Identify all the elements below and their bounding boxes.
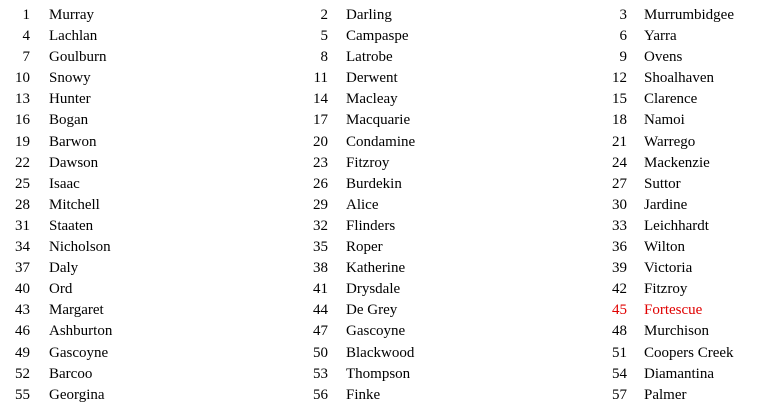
item-number: 37 [15, 260, 30, 277]
item-name: Condamine [346, 133, 416, 150]
item-number: 47 [313, 323, 328, 340]
item-name: Macquarie [346, 112, 411, 129]
item-number: 22 [15, 154, 30, 171]
item-number: 20 [313, 133, 328, 150]
item-number: 26 [313, 175, 328, 192]
river-index-table [0, 5, 758, 406]
item-number: 4 [22, 28, 30, 45]
item-name: Goulburn [49, 49, 107, 66]
item-number: 23 [313, 154, 328, 171]
item-number: 3 [619, 7, 627, 23]
item-name: Margaret [49, 302, 104, 319]
item-name: Isaac [49, 175, 80, 192]
item-name: Namoi [644, 112, 685, 129]
item-name: Finke [346, 386, 381, 403]
item-name: Mackenzie [644, 154, 710, 171]
item-name: Campaspe [346, 28, 409, 45]
item-name: Burdekin [346, 175, 402, 192]
item-name: De Grey [346, 302, 398, 319]
item-name: Coopers Creek [644, 344, 734, 361]
item-number: 31 [15, 217, 30, 234]
item-number: 44 [313, 302, 328, 319]
item-name: Palmer [644, 386, 687, 403]
item-number: 41 [313, 281, 328, 298]
table-row [0, 279, 758, 300]
item-number: 9 [619, 49, 627, 66]
item-number: 2 [320, 7, 328, 23]
item-number: 18 [612, 112, 627, 129]
item-name: Lachlan [49, 28, 98, 45]
item-name: Gascoyne [49, 344, 109, 361]
item-name: Yarra [644, 28, 677, 45]
item-name: Leichhardt [644, 217, 709, 234]
item-name: Murrumbidgee [644, 7, 734, 23]
item-number: 29 [313, 196, 328, 213]
item-name: Blackwood [346, 344, 415, 361]
table-row [0, 258, 758, 279]
item-number: 19 [15, 133, 30, 150]
item-number: 51 [612, 344, 627, 361]
table-row [0, 174, 758, 195]
table-row [0, 385, 758, 406]
table-row [0, 216, 758, 237]
item-name: Fortescue [644, 302, 703, 319]
item-name: Dawson [49, 154, 99, 171]
item-number: 7 [22, 49, 30, 66]
item-number: 57 [612, 386, 627, 403]
item-name: Daly [49, 260, 79, 277]
item-number: 38 [313, 260, 328, 277]
item-number: 32 [313, 217, 328, 234]
table-row [0, 300, 758, 321]
item-number: 50 [313, 344, 328, 361]
item-number: 56 [313, 386, 328, 403]
item-number: 46 [15, 323, 30, 340]
item-number: 48 [612, 323, 627, 340]
item-name: Barcoo [49, 365, 93, 382]
item-number: 53 [313, 365, 328, 382]
item-name: Ord [49, 281, 73, 298]
item-number: 49 [15, 344, 30, 361]
item-number: 5 [320, 28, 328, 45]
item-name: Barwon [49, 133, 97, 150]
item-number: 14 [313, 91, 328, 108]
table-row [0, 195, 758, 216]
item-name: Warrego [644, 133, 696, 150]
item-name: Victoria [644, 260, 693, 277]
item-name: Hunter [49, 91, 91, 108]
item-number: 40 [15, 281, 30, 298]
item-number: 55 [15, 386, 30, 403]
item-name: Derwent [346, 70, 398, 87]
item-number: 28 [15, 196, 30, 213]
item-name: Ashburton [49, 323, 113, 340]
item-name: Nicholson [49, 239, 111, 256]
item-number: 11 [313, 70, 328, 87]
table-row [0, 110, 758, 131]
item-name: Fitzroy [346, 154, 390, 171]
table-row [0, 47, 758, 68]
item-number: 8 [320, 49, 328, 66]
item-number: 16 [15, 112, 30, 129]
item-number: 35 [313, 239, 328, 256]
item-number: 10 [15, 70, 30, 87]
item-name: Fitzroy [644, 281, 688, 298]
item-name: Ovens [644, 49, 683, 66]
table-row [0, 132, 758, 153]
item-name: Gascoyne [346, 323, 406, 340]
table-row [0, 89, 758, 110]
item-number: 6 [619, 28, 627, 45]
item-number: 33 [612, 217, 627, 234]
item-number: 27 [612, 175, 627, 192]
item-name: Wilton [644, 239, 686, 256]
item-number: 34 [15, 239, 30, 256]
item-number: 39 [612, 260, 627, 277]
item-name: Latrobe [346, 49, 393, 66]
item-number: 17 [313, 112, 328, 129]
item-number: 15 [612, 91, 627, 108]
item-number: 43 [15, 302, 30, 319]
item-number: 12 [612, 70, 627, 87]
item-number: 13 [15, 91, 30, 108]
item-name: Roper [346, 239, 383, 256]
table-row [0, 5, 758, 26]
item-name: Mitchell [49, 196, 100, 213]
item-name: Drysdale [346, 281, 401, 298]
item-name: Georgina [49, 386, 105, 403]
table-row [0, 26, 758, 47]
item-number: 54 [612, 365, 627, 382]
item-number: 24 [612, 154, 627, 171]
item-name: Murray [49, 7, 94, 23]
table-row [0, 237, 758, 258]
item-name: Murchison [644, 323, 709, 340]
item-name: Diamantina [644, 365, 714, 382]
item-name: Alice [346, 196, 379, 213]
table-row [0, 321, 758, 342]
table-row [0, 68, 758, 89]
item-number: 21 [612, 133, 627, 150]
item-name: Shoalhaven [644, 70, 714, 87]
table-row [0, 364, 758, 385]
item-number: 30 [612, 196, 627, 213]
item-number: 36 [612, 239, 627, 256]
table-row [0, 343, 758, 364]
item-name: Thompson [346, 365, 411, 382]
item-name: Darling [346, 7, 392, 23]
item-number: 1 [22, 7, 30, 23]
item-number: 45 [612, 302, 627, 319]
item-name: Staaten [49, 217, 94, 234]
item-name: Katherine [346, 260, 406, 277]
item-name: Snowy [49, 70, 91, 87]
item-name: Flinders [346, 217, 396, 234]
item-number: 42 [612, 281, 627, 298]
item-name: Bogan [49, 112, 89, 129]
item-number: 25 [15, 175, 30, 192]
item-name: Macleay [346, 91, 398, 108]
table-row [0, 153, 758, 174]
item-name: Jardine [644, 196, 688, 213]
item-name: Suttor [644, 175, 681, 192]
item-number: 52 [15, 365, 30, 382]
item-name: Clarence [644, 91, 698, 108]
